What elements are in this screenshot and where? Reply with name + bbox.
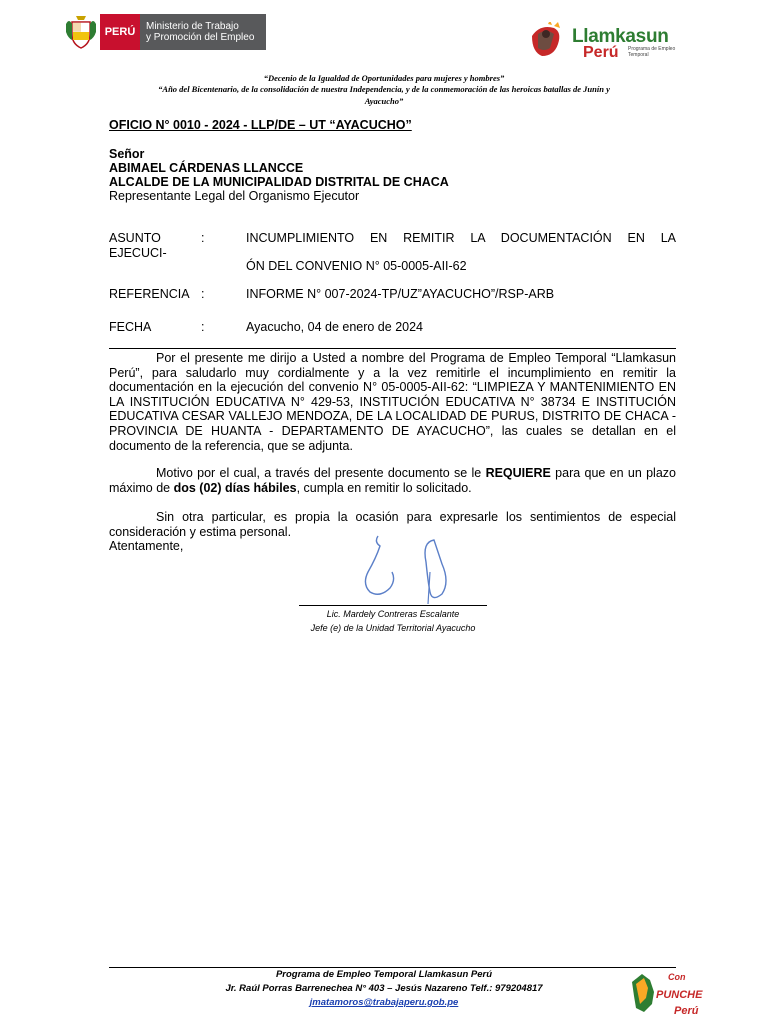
llamkasun-logo-text: Llamkasun [572, 26, 669, 47]
document-number: OFICIO N° 0010 - 2024 - LLP/DE – UT “AYACUCHO” [109, 118, 412, 132]
footer-email-row [100, 997, 668, 1008]
body-paragraph-2 [109, 466, 676, 495]
signature-scribble [346, 532, 456, 606]
p2-deadline: dos (02) días hábiles [173, 480, 297, 495]
asunto-label: ASUNTO [109, 231, 161, 245]
fecha-colon: : [201, 320, 205, 334]
asunto-colon: : [201, 231, 205, 245]
recipient-role: Representante Legal del Organismo Ejecutor [109, 189, 360, 203]
footer-email-link[interactable]: jmatamoros@trabajaperu.gob.pe [309, 997, 459, 1008]
signatory-name: Lic. Mardely Contreras Escalante [326, 609, 460, 619]
referencia-value: INFORME N° 007-2024-TP/UZ”AYACUCHO”/RSP-ARB [246, 287, 555, 301]
year-name-3: Ayacucho” [364, 96, 404, 106]
llamkasun-logo-peru: Perú [583, 44, 619, 61]
signatory-role: Jefe (e) de la Unidad Territorial Ayacucho [310, 623, 476, 633]
body-paragraph-1 [109, 351, 676, 453]
con-punche-peru-logo [628, 968, 708, 1018]
asunto-value-line2: ÓN DEL CONVENIO N° 05-0005-AII-62 [246, 259, 467, 273]
p2-text-a: Motivo por el cual, a través del presente documento se le [156, 466, 486, 480]
logo-punche-text: PUNCHE [656, 989, 703, 1001]
footer-divider [109, 967, 676, 968]
ministry-line-1: Ministerio de Trabajo [146, 21, 239, 32]
ministry-label [140, 14, 266, 50]
closing: Atentamente, [109, 539, 184, 553]
fecha-label: FECHA [109, 320, 152, 334]
recipient-name: ABIMAEL CÁRDENAS LLANCCE [109, 161, 304, 175]
asunto-label-cont: EJECUCI- [109, 246, 167, 260]
asunto-value-line1: INCUMPLIMIENTO EN REMITIR LA DOCUMENTACIÓN EN LA [246, 231, 676, 245]
ministry-line-2: y Promoción del Empleo [146, 32, 255, 43]
signature-line [299, 605, 487, 606]
logo-peru-text: Perú [674, 1005, 699, 1017]
footer-line-2: Jr. Raúl Porras Barrenechea N° 403 – Jesús Nazareno Telf.: 979204817 [225, 983, 543, 994]
coat-of-arms-icon [64, 14, 98, 50]
salutation: Señor [109, 147, 145, 161]
year-name-2: “Año del Bicentenario, de la consolidación de nuestra Independencia, y de la conmemoración de las heroicas batallas de Junín y [158, 84, 610, 94]
peru-label: PERÚ [100, 14, 140, 50]
body-paragraph-3-text: Sin otra particular, es propia la ocasión para expresarle los sentimientos de especial consideración y estima personal. [109, 510, 676, 539]
llamkasun-emblem-icon [528, 22, 568, 62]
p2-text-c: para que en un plazo máximo de [109, 466, 676, 495]
p2-text-e: , cumpla en remitir lo solicitado. [296, 480, 472, 495]
header-divider [109, 348, 676, 349]
referencia-colon: : [201, 287, 205, 301]
fecha-value: Ayacucho, 04 de enero de 2024 [246, 320, 423, 334]
body-paragraph-1-text: Por el presente me dirijo a Usted a nombre del Programa de Empleo Temporal “Llamkasun Perú”, para saludarlo muy cordialmente y a la vez remitirle el incumplimiento en remitir la documentación en la ejecución del convenio N° 05-0005-AII-62: “LIMPIEZA Y MANTENIMIENTO EN LA INSTITUCIÓN EDUCATIVA N° 429-53, INSTITUCIÓN EDUCATIVA N° 38734 E INSTITUCIÓN EDUCATIVA CESAR VALLEJO MENDOZA, DE LA LOCALIDAD DE PURUS, DISTRITO DE CHACA - PROVINCIA DE HUANTA - DEPARTAMENTO DE AYACUCHO”, las cuales se detallan en el documento de la referencia, que se adjunta. [109, 351, 676, 453]
logo-con-text: Con [668, 972, 686, 982]
llamkasun-tagline: Programa de Empleo Temporal [628, 46, 676, 58]
year-name-1: “Decenio de la Igualdad de Oportunidades para mujeres y hombres” [263, 73, 505, 83]
footer-line-1: Programa de Empleo Temporal Llamkasun Perú [275, 969, 493, 980]
referencia-label: REFERENCIA [109, 287, 190, 301]
recipient-title: ALCALDE DE LA MUNICIPALIDAD DISTRITAL DE CHACA [109, 175, 449, 189]
p2-requiere: REQUIERE [485, 466, 551, 480]
